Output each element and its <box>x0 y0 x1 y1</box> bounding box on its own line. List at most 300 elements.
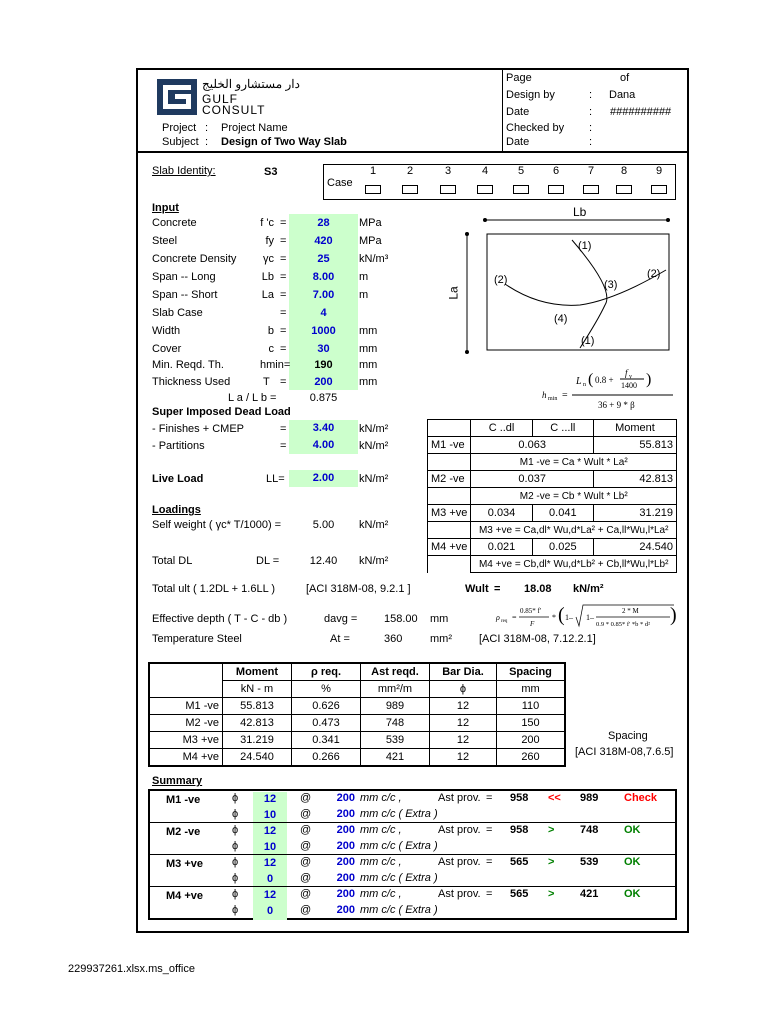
total-dl-unit: kN/m² <box>359 555 389 567</box>
slab-diagram <box>440 200 680 360</box>
input-eq: = <box>280 343 287 355</box>
summary-status: OK <box>624 856 641 868</box>
moment-formula: M4 +ve = Cb,dl* Wu,d*Lb² + Cb,ll*Wu,l*Lb² <box>471 556 677 573</box>
input-eq: = <box>280 271 287 283</box>
svg-text:y: y <box>629 374 632 380</box>
design-col-as: Ast reqd. <box>361 663 430 681</box>
moment-row-label: M1 -ve <box>428 437 471 454</box>
logo-arabic: دار مستشارو الخليج <box>202 77 300 91</box>
header-vertical-divider <box>502 68 503 152</box>
moment-formula-row <box>428 454 677 471</box>
input-label: Steel <box>152 235 178 247</box>
moment-row-cll: 0.041 <box>532 505 593 522</box>
moment-row-value: 55.813 <box>593 437 676 454</box>
input-value[interactable]: 4 <box>320 307 327 319</box>
moment-row-label: M2 -ve <box>428 471 471 488</box>
summary-spacing[interactable]: 200 <box>336 840 355 852</box>
summary-spacing[interactable]: 200 <box>336 808 355 820</box>
moment-row-cdl: 0.034 <box>471 505 532 522</box>
design-table-header <box>149 663 565 681</box>
project-label: Project <box>162 122 197 134</box>
case-number-9: 9 <box>656 165 663 177</box>
svg-text:L: L <box>576 376 582 387</box>
logo-line1: GULF <box>202 92 239 106</box>
thickness-label: Thickness Used <box>152 376 231 388</box>
partitions-value[interactable]: 4.00 <box>289 437 358 454</box>
summary-spacing[interactable]: 200 <box>336 856 355 868</box>
summary-req: 989 <box>580 792 599 804</box>
design-cell-sp: 260 <box>497 749 566 767</box>
moment-row-coef: 0.063 <box>471 437 594 454</box>
svg-text:2 * M: 2 * M <box>622 607 639 615</box>
input-label: Span -- Long <box>152 271 216 283</box>
summary-diameter[interactable]: 10 <box>253 808 287 824</box>
lb-dimension-end <box>666 218 670 222</box>
total-dl-symbol: DL = <box>256 555 280 567</box>
svg-text:36 + 9 * β: 36 + 9 * β <box>598 400 635 410</box>
moment-row-cll: 0.025 <box>532 539 593 556</box>
input-eq: = <box>280 307 287 319</box>
input-eq: = <box>280 289 287 301</box>
case-number-6: 6 <box>553 165 560 177</box>
input-symbol: f 'c <box>260 217 274 229</box>
summary-phi: ϕ <box>232 824 239 836</box>
design-cell-rho: 0.473 <box>292 715 361 732</box>
header-divider <box>136 151 689 153</box>
design-cell-dia: 12 <box>430 749 497 767</box>
input-value[interactable]: 30 <box>317 343 330 355</box>
design-cell-as: 539 <box>361 732 430 749</box>
case-icon-6[interactable] <box>548 185 564 194</box>
input-label: Concrete Density <box>152 253 237 265</box>
wult-label: Wult <box>465 583 489 595</box>
subject-colon: : <box>205 136 209 148</box>
summary-spacing[interactable]: 200 <box>336 904 355 916</box>
la-dimension-end <box>465 350 469 354</box>
summary-diameter[interactable]: 12 <box>253 824 287 840</box>
moment-formula: M2 -ve = Cb * Wult * Lb² <box>471 488 677 505</box>
moment-formula-row <box>428 522 677 539</box>
yield-line-short <box>505 270 666 305</box>
input-eq: = <box>280 253 287 265</box>
finishes-unit: kN/m² <box>359 423 389 435</box>
case-icon-7[interactable] <box>583 185 599 194</box>
date-value: ########## <box>610 106 672 118</box>
min-thickness-symbol: hmin= <box>260 359 291 371</box>
svg-text:=: = <box>562 390 568 401</box>
summary-at: @ <box>300 888 312 900</box>
summary-diameter[interactable]: 12 <box>253 888 287 904</box>
input-value[interactable]: 1000 <box>311 325 336 337</box>
lb-dimension-end <box>483 218 487 222</box>
input-value[interactable]: 25 <box>317 253 330 265</box>
summary-eq: = <box>486 856 493 868</box>
min-thickness-unit: mm <box>359 359 378 371</box>
diagram-label-2-right: (2) <box>647 268 661 280</box>
spacing-ref: [ACI 318M-08,7.6.5] <box>575 746 674 758</box>
summary-ast-prov: Ast prov. <box>438 856 481 868</box>
summary-at: @ <box>300 808 312 820</box>
summary-req: 421 <box>580 888 599 900</box>
design-cell-as: 421 <box>361 749 430 767</box>
summary-at: @ <box>300 904 312 916</box>
summary-mmcc: mm c/c ( Extra ) <box>360 904 438 916</box>
input-value[interactable]: 7.00 <box>312 289 335 301</box>
moment-row <box>428 505 677 522</box>
sidl-title: Super Imposed Dead Load <box>152 406 291 418</box>
summary-label: M4 +ve <box>166 890 203 902</box>
design-unit-as: mm²/m <box>361 681 430 698</box>
company-logo <box>157 79 197 115</box>
design-unit-moment: kN - m <box>223 681 292 698</box>
svg-text:1–: 1– <box>565 613 573 622</box>
svg-text:): ) <box>646 371 652 388</box>
ratio-label: L a / L b = <box>228 392 277 404</box>
page-of: of <box>620 72 630 84</box>
diagram-label-4: (4) <box>554 313 568 325</box>
input-symbol: La <box>261 289 274 301</box>
input-unit: mm <box>359 343 378 355</box>
design-cell-dia: 12 <box>430 715 497 732</box>
temp-steel-unit: mm² <box>430 633 452 645</box>
finishes-label: - Finishes + CMEP <box>152 423 244 435</box>
total-dl-label: Total DL <box>152 555 193 567</box>
input-symbol: Lb <box>261 271 274 283</box>
la-dimension-end <box>465 232 469 236</box>
temp-steel-ref: [ACI 318M-08, 7.12.2.1] <box>479 633 596 645</box>
design-cell-m: 24.540 <box>223 749 292 767</box>
design-cell-as: 989 <box>361 698 430 715</box>
diagram-label-1-top: (1) <box>578 240 592 252</box>
summary-phi: ϕ <box>232 808 239 820</box>
svg-text:req: req <box>501 619 508 624</box>
summary-label: M2 -ve <box>166 826 201 838</box>
design-col-dia: Bar Dia. <box>430 663 497 681</box>
input-unit: MPa <box>359 235 382 247</box>
svg-text:(: ( <box>588 371 594 388</box>
design-row <box>149 698 565 715</box>
summary-mmcc: mm c/c ( Extra ) <box>360 872 438 884</box>
design-by-colon: : <box>589 89 593 101</box>
checked-by-label: Checked by <box>506 122 565 134</box>
summary-divider <box>148 886 677 887</box>
svg-text:0.9 * 0.85* f' *b * d²: 0.9 * 0.85* f' *b * d² <box>596 621 651 628</box>
project-value: Project Name <box>221 122 288 134</box>
summary-diameter[interactable]: 0 <box>253 904 287 920</box>
case-number-2: 2 <box>407 165 414 177</box>
input-label: Span -- Short <box>152 289 218 301</box>
thickness-value[interactable]: 200 <box>289 374 358 390</box>
design-cell-label: M3 +ve <box>149 732 223 749</box>
case-label: Case <box>327 177 353 189</box>
summary-status: OK <box>624 824 641 836</box>
design-cell-rho: 0.341 <box>292 732 361 749</box>
moment-row-value: 24.540 <box>593 539 676 556</box>
design-cell-rho: 0.266 <box>292 749 361 767</box>
moment-row <box>428 539 677 556</box>
design-cell-label: M2 -ve <box>149 715 223 732</box>
design-row <box>149 732 565 749</box>
summary-compare: << <box>548 792 561 804</box>
summary-ast-prov: Ast prov. <box>438 888 481 900</box>
design-cell-rho: 0.626 <box>292 698 361 715</box>
summary-phi: ϕ <box>232 792 239 804</box>
finishes-eq: = <box>280 423 287 435</box>
summary-mmcc: mm c/c ( Extra ) <box>360 840 438 852</box>
summary-mmcc: mm c/c , <box>360 824 402 836</box>
moment-row-cdl: 0.021 <box>471 539 532 556</box>
design-row <box>149 715 565 732</box>
summary-spacing[interactable]: 200 <box>336 792 355 804</box>
design-col-moment: Moment <box>223 663 292 681</box>
moment-row-value: 42.813 <box>593 471 676 488</box>
input-symbol: fy <box>265 235 274 247</box>
design-cell-sp: 150 <box>497 715 566 732</box>
wult-eq: = <box>494 583 501 595</box>
summary-prov: 958 <box>510 824 529 836</box>
input-eq: = <box>280 235 287 247</box>
summary-label: M1 -ve <box>166 794 201 806</box>
moment-formula-blank <box>428 556 471 573</box>
logo-line2: CONSULT <box>202 103 266 117</box>
case-number-8: 8 <box>621 165 628 177</box>
thickness-unit: mm <box>359 376 378 388</box>
moment-coefficient-table <box>427 419 677 573</box>
design-cell-m: 55.813 <box>223 698 292 715</box>
date-colon: : <box>589 106 593 118</box>
live-load-label: Live Load <box>152 473 204 485</box>
summary-compare: > <box>548 824 555 836</box>
diagram-lb-label: Lb <box>573 205 587 219</box>
input-value[interactable]: 420 <box>314 235 333 247</box>
summary-compare: > <box>548 856 555 868</box>
case-number-7: 7 <box>588 165 595 177</box>
hmin-formula <box>540 362 675 412</box>
diagram-label-1-bottom: (1) <box>581 335 595 347</box>
summary-eq: = <box>486 824 493 836</box>
svg-text:0.8 +: 0.8 + <box>595 375 614 385</box>
design-row <box>149 749 565 767</box>
live-load-value[interactable]: 2.00 <box>289 470 358 487</box>
min-thickness-value: 190 <box>314 359 333 371</box>
summary-label: M3 +ve <box>166 858 203 870</box>
design-unit-rho: % <box>292 681 361 698</box>
design-cell-dia: 12 <box>430 732 497 749</box>
design-cell-label: M1 -ve <box>149 698 223 715</box>
summary-prov: 958 <box>510 792 529 804</box>
design-col-rho: ρ req. <box>292 663 361 681</box>
effective-depth-symbol: davg = <box>324 613 358 625</box>
summary-eq: = <box>486 888 493 900</box>
partitions-unit: kN/m² <box>359 440 389 452</box>
diagram-label-3: (3) <box>604 279 618 291</box>
partitions-label: - Partitions <box>152 440 205 452</box>
svg-text:1–: 1– <box>586 613 594 622</box>
input-label: Concrete <box>152 217 197 229</box>
input-title: Input <box>152 202 179 214</box>
input-unit: m <box>359 289 369 301</box>
moment-formula-row <box>428 556 677 573</box>
case-icon-8[interactable] <box>616 185 632 194</box>
svg-text:0.85* f': 0.85* f' <box>520 607 542 615</box>
svg-text:F: F <box>530 620 535 628</box>
summary-at: @ <box>300 856 312 868</box>
diagram-label-2-left: (2) <box>494 274 508 286</box>
moment-formula-blank <box>428 454 471 471</box>
summary-spacing[interactable]: 200 <box>336 824 355 836</box>
moment-row-label: M3 +ve <box>428 505 471 522</box>
case-number-1: 1 <box>370 165 377 177</box>
design-by-label: Design by <box>506 89 555 101</box>
footer-filename: 229937261.xlsx.ms_office <box>68 963 195 975</box>
input-eq: = <box>280 217 287 229</box>
case-icon-1[interactable] <box>365 185 381 194</box>
input-symbol: b <box>267 325 274 337</box>
svg-text:n: n <box>583 382 586 388</box>
loadings-title: Loadings <box>152 504 201 516</box>
design-table <box>148 662 566 767</box>
moment-formula-blank <box>428 488 471 505</box>
moment-row <box>428 471 677 488</box>
svg-text:1400: 1400 <box>621 381 637 390</box>
total-dl-value: 12.40 <box>309 555 338 567</box>
case-icon-5[interactable] <box>513 185 529 194</box>
input-eq: = <box>280 325 287 337</box>
summary-diameter[interactable]: 12 <box>253 792 287 808</box>
summary-mmcc: mm c/c , <box>360 856 402 868</box>
selfweight-value: 5.00 <box>312 519 335 531</box>
input-symbol: γc <box>263 253 274 265</box>
moment-header: Moment <box>593 420 676 437</box>
thickness-eq: = <box>280 376 287 388</box>
case-number-4: 4 <box>482 165 489 177</box>
case-icon-9[interactable] <box>651 185 667 194</box>
summary-status: OK <box>624 888 641 900</box>
moment-row-value: 31.219 <box>593 505 676 522</box>
case-number-5: 5 <box>518 165 525 177</box>
live-load-symbol: LL= <box>266 473 285 485</box>
design-by-value: Dana <box>609 89 636 101</box>
summary-prov: 565 <box>510 888 529 900</box>
temp-steel-value: 360 <box>384 633 403 645</box>
design-cell-as: 748 <box>361 715 430 732</box>
wult-value: 18.08 <box>524 583 552 595</box>
summary-divider <box>148 822 677 823</box>
rho-formula <box>494 602 678 632</box>
input-label: Width <box>152 325 181 337</box>
summary-at: @ <box>300 824 312 836</box>
svg-text:*: * <box>552 613 556 622</box>
min-thickness-label: Min. Reqd. Th. <box>152 359 224 371</box>
design-unit-spacing: mm <box>497 681 566 698</box>
finishes-value[interactable]: 3.40 <box>289 420 358 437</box>
summary-phi: ϕ <box>232 872 239 884</box>
effective-depth-unit: mm <box>430 613 449 625</box>
moment-table-header <box>428 420 677 437</box>
design-cell-label: M4 +ve <box>149 749 223 767</box>
svg-text:): ) <box>670 604 677 626</box>
input-value[interactable]: 8.00 <box>312 271 335 283</box>
design-table-units <box>149 681 565 698</box>
svg-text:=: = <box>512 613 517 622</box>
input-label: Cover <box>152 343 182 355</box>
input-unit: m <box>359 271 369 283</box>
summary-at: @ <box>300 792 312 804</box>
slab-identity-value: S3 <box>264 166 278 178</box>
input-unit: kN/m³ <box>359 253 389 265</box>
project-colon: : <box>205 122 209 134</box>
temp-steel-symbol: At = <box>330 633 350 645</box>
date2-label: Date <box>506 136 530 148</box>
design-cell-dia: 12 <box>430 698 497 715</box>
effective-depth-label: Effective depth ( T - C - db ) <box>152 613 288 625</box>
cdl-header: C ..dl <box>471 420 532 437</box>
moment-formula: M3 +ve = Ca,dl* Wu,d*La² + Ca,ll*Wu,l*La² <box>471 522 677 539</box>
design-cell-sp: 110 <box>497 698 566 715</box>
summary-eq: = <box>486 792 493 804</box>
date-label: Date <box>506 106 530 118</box>
temp-steel-label: Temperature Steel <box>152 633 242 645</box>
summary-ast-prov: Ast prov. <box>438 824 481 836</box>
svg-text:f: f <box>625 368 628 378</box>
summary-mmcc: mm c/c , <box>360 792 402 804</box>
case-icon-3[interactable] <box>440 185 456 194</box>
case-icon-2[interactable] <box>402 185 418 194</box>
checked-by-colon: : <box>589 122 593 134</box>
date2-colon: : <box>589 136 593 148</box>
design-cell-m: 42.813 <box>223 715 292 732</box>
effective-depth-value: 158.00 <box>384 613 418 625</box>
selfweight-unit: kN/m² <box>359 519 389 531</box>
summary-mmcc: mm c/c ( Extra ) <box>360 808 438 820</box>
design-col-spacing: Spacing <box>497 663 566 681</box>
summary-req: 748 <box>580 824 599 836</box>
partitions-eq: = <box>280 440 287 452</box>
summary-at: @ <box>300 872 312 884</box>
input-label: Slab Case <box>152 307 203 319</box>
total-ult-label: Total ult ( 1.2DL + 1.6LL ) <box>152 583 276 595</box>
summary-phi: ϕ <box>232 840 239 852</box>
total-ult-ref: [ACI 318M-08, 9.2.1 ] <box>306 583 411 595</box>
selfweight-label: Self weight ( γc* T/1000) = <box>152 519 282 531</box>
case-icon-4[interactable] <box>477 185 493 194</box>
wult-unit: kN/m² <box>573 583 604 595</box>
input-symbol: c <box>268 343 274 355</box>
moment-formula-row <box>428 488 677 505</box>
yield-line-long <box>572 240 607 348</box>
moment-row <box>428 437 677 454</box>
input-value[interactable]: 28 <box>317 217 330 229</box>
summary-diameter[interactable]: 12 <box>253 856 287 872</box>
summary-diameter[interactable]: 0 <box>253 872 287 888</box>
summary-phi: ϕ <box>232 856 239 868</box>
summary-divider <box>148 854 677 855</box>
summary-req: 539 <box>580 856 599 868</box>
summary-spacing[interactable]: 200 <box>336 872 355 884</box>
summary-compare: > <box>548 888 555 900</box>
moment-formula: M1 -ve = Ca * Wult * La² <box>471 454 677 471</box>
summary-spacing[interactable]: 200 <box>336 888 355 900</box>
live-load-unit: kN/m² <box>359 473 389 485</box>
summary-mmcc: mm c/c , <box>360 888 402 900</box>
design-cell-sp: 200 <box>497 732 566 749</box>
summary-diameter[interactable]: 10 <box>253 840 287 856</box>
summary-status: Check <box>624 792 658 804</box>
design-unit-dia: ϕ <box>430 681 497 698</box>
diagram-la-label: La <box>446 286 461 300</box>
svg-text:h: h <box>542 390 547 400</box>
subject-label: Subject <box>162 136 199 148</box>
